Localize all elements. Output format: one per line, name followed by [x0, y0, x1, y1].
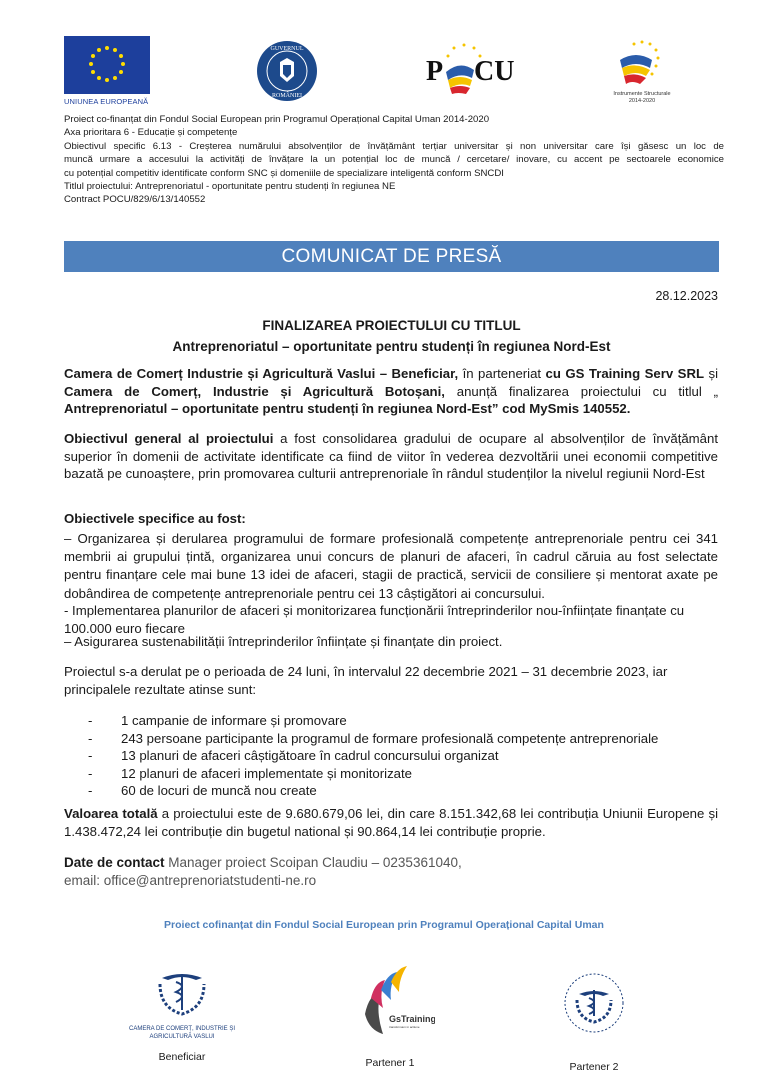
- bullet-dash-icon: -: [88, 748, 93, 764]
- contact-label: Date de contact: [64, 855, 165, 870]
- contact-line: [64, 854, 462, 872]
- beneficiar-logo-text: CAMERA DE COMERȚ, INDUSTRIE ȘI AGRICULTURĂ VASLUI: [128, 1026, 235, 1040]
- svg-text:ROMÂNIEI: ROMÂNIEI: [272, 93, 302, 99]
- svg-text:transformam in actiune: transformam in actiune: [389, 1025, 420, 1029]
- botosani-chamber-seal-icon: [563, 972, 625, 1034]
- beneficiary-name: Camera de Comerț Industrie și Agricultură Vaslui – Beneficiar,: [64, 366, 459, 381]
- general-objective-label: Obiectivul general al proiectului: [64, 431, 274, 446]
- partner2-name: Camera de Comerț, Industrie și Agricultură Botoșani,: [64, 383, 445, 399]
- budget-text: a proiectului este de 9.680.679,06 lei, din care 8.151.342,68 lei contribuția Uniunii Europene și 1.438.472,24 lei contribuție din bugetul national și 90.864,14 lei contribuție proprie.: [64, 806, 719, 839]
- footer-cofinancing-note: Proiect cofinanțat din Fondul Social European prin Programul Operațional Capital Uman: [164, 919, 604, 931]
- bullet-dash-icon: -: [88, 783, 93, 799]
- specific-objectives-heading: Obiectivele specifice au fost:: [64, 511, 246, 526]
- svg-text:GUVERNUL: GUVERNUL: [270, 46, 304, 52]
- result-text: 13 planuri de afaceri câștigătoare în cadrul concursului organizat: [121, 748, 499, 764]
- result-text: 60 de locuri de muncă nou create: [121, 783, 317, 799]
- svg-text:CU: CU: [474, 56, 515, 87]
- intro-line: Contract POCU/829/6/13/140552: [64, 194, 206, 206]
- result-text: 12 planuri de afaceri implementate și monitorizate: [121, 765, 413, 781]
- partner-role: Beneficiar: [158, 1051, 206, 1063]
- intro-line: Proiect co-finanțat din Fondul Social European prin Programul Operațional Capital Uman 2014-2020: [64, 114, 490, 125]
- text: anunță finalizarea proiectului cu titlul „: [444, 383, 719, 399]
- text: în parteneriat: [458, 366, 546, 381]
- specific-objective-2: - Implementarea planurilor de afaceri și monitorizarea funcționării întreprinderilor nou-înființate finanțate cu 100.000 euro fiecare: [64, 603, 685, 636]
- results-list: [88, 712, 658, 800]
- result-item: [88, 782, 658, 800]
- caption-line: 2014-2020: [628, 98, 656, 104]
- release-date: 28.12.2023: [655, 289, 718, 303]
- specific-objective-3: – Asigurarea sustenabilității întreprinderilor înființate și finanțate din proiect.: [64, 634, 503, 649]
- banner-title: COMUNICAT DE PRESĂ: [281, 246, 502, 267]
- bullet-dash-icon: -: [88, 730, 93, 746]
- result-text: 243 persoane participante la programul de formare profesională competențe antreprenoriale: [121, 730, 659, 746]
- partner-2: [524, 972, 664, 1073]
- specific-objective-1: – Organizarea și derularea programului de formare profesională competențe antreprenoriale pentru cei 341 membrii ai grupului țintă, organizarea unui concurs de planuri de afaceri, în cadrul căruia au fost selectate pentru finanțare cele mai bune 13 idei de afaceri, stagii de practică, servicii de consiliere și mentorat axate pe dobândirea de competențe antreprenoriale pentru cei 13 câștigători ai concursului.: [64, 531, 718, 601]
- budget-paragraph: [64, 805, 718, 840]
- general-objective-paragraph: [64, 430, 718, 483]
- result-text: 1 campanie de informare și promovare: [121, 713, 347, 728]
- bullet-dash-icon: -: [88, 713, 93, 728]
- eu-stars-icon: [64, 36, 150, 94]
- guvernul-romaniei-seal-icon: [256, 40, 318, 102]
- instrumente-structurale-caption: [600, 91, 684, 105]
- eu-caption: UNIUNEA EUROPEANĂ: [64, 97, 149, 106]
- press-release-banner: [64, 241, 719, 272]
- contact-block: [64, 854, 462, 889]
- svg-text:GsTraining: GsTraining: [389, 1014, 435, 1024]
- headline-line1: FINALIZAREA PROIECTULUI CU TITLUL: [262, 318, 521, 333]
- partner-1: [320, 964, 460, 1069]
- general-objective-text: a fost consolidarea gradului de ocupare al absolvenților de învățământ superior în domenii de activitate identificate ca fiind de viitor în vederea dezvoltării unei economii competitive bazată pe cunoaștere, prin promovarea culturii antreprenoriale în rândul studenților la nivelul regiunii Nord-Est: [64, 431, 719, 481]
- pocu-logo: [424, 42, 524, 98]
- svg-text:P: P: [426, 56, 444, 87]
- intro-line: Obiectivul specific 6.13 - Creșterea numărului absolvenților de învățământ terțiar universitar și non universitar care își găsesc un loc de: [64, 140, 724, 152]
- result-item: [88, 712, 658, 730]
- headline-line2: Antreprenoriatul – oportunitate pentru studenți în regiunea Nord-Est: [172, 339, 611, 354]
- result-item: [88, 765, 658, 783]
- gstraining-logo-icon: [345, 964, 435, 1044]
- intro-line: Titlul proiectului: Antreprenoriatul - oportunitate pentru studenți în regiunea NE: [64, 181, 396, 193]
- partner1-name: cu GS Training Serv SRL: [545, 366, 705, 381]
- intro-line: Axa prioritara 6 - Educație și competențe: [64, 127, 238, 139]
- caption-line: Instrumente Structurale: [613, 91, 671, 97]
- partner-role: Partener 2: [569, 1061, 619, 1073]
- result-item: [88, 747, 658, 765]
- caduceus-wreath-icon: [152, 968, 212, 1018]
- project-intro: [64, 113, 724, 207]
- project-title-code: Antreprenoriatul – oportunitate pentru studenți în regiunea Nord-Est” cod MySmis 140552.: [64, 401, 631, 416]
- project-period-paragraph: Proiectul s-a derulat pe o perioada de 24 luni, în intervalul 22 decembrie 2021 – 31 decembrie 2023, iar principalele rezultate atinse sunt:: [64, 664, 668, 697]
- eu-flag-logo: [64, 36, 150, 94]
- text: și: [704, 366, 718, 381]
- bullet-dash-icon: -: [88, 765, 93, 781]
- result-item: [88, 730, 658, 748]
- contact-email[interactable]: email: office@antreprenoriatstudenti-ne.ro: [64, 872, 317, 888]
- partner-beneficiar: [112, 968, 252, 1063]
- contact-manager: Manager proiect Scoipan Claudiu – 0235361040,: [164, 855, 462, 870]
- instrumente-structurale-logo: [612, 38, 672, 90]
- announcement-paragraph: [64, 365, 718, 418]
- intro-line: muncă urmare a accesului la activități de învățare la un potențial loc de muncă / cercetare/ inovare, cu accent pe sectoarele economice: [64, 154, 724, 166]
- budget-label: Valoarea totală: [64, 806, 158, 821]
- partner-role: Partener 1: [365, 1057, 415, 1069]
- intro-line: cu potențial competitiv identificate conform SNC și domeniile de specializare inteligentă conform SNCDI: [64, 167, 504, 179]
